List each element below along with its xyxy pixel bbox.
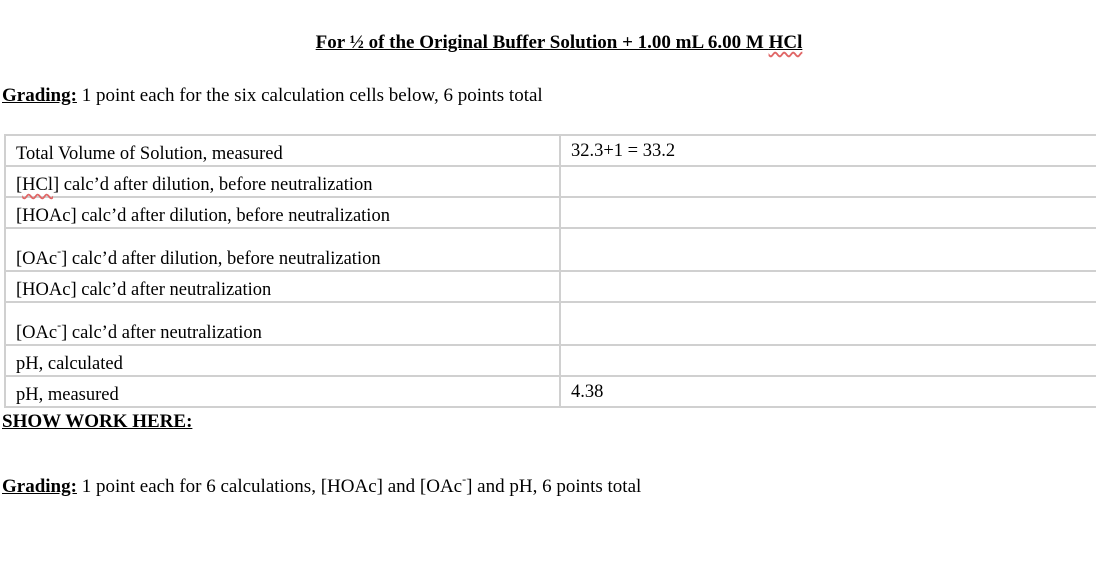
row-label-pre: [OAc [16,323,58,343]
title-hcl-spellcheck: HCl [768,32,803,53]
grading-note-bottom [2,472,642,498]
table-row [5,376,1096,407]
row-label: [HOAc] calc’d after neutralization [5,271,560,302]
bracket-open: [ [16,175,23,195]
page-title [0,32,1096,54]
row-label [5,166,560,197]
superscript: - [57,244,62,258]
row-label-post: ] calc’d after dilution, before neutralization [61,249,381,269]
grading-text-post: ] and pH, 6 points total [466,476,642,497]
row-value-cell[interactable] [560,302,1096,345]
table-row [5,302,1096,345]
row-label-rest: ] calc’d after dilution, before neutralization [53,175,373,195]
row-value-cell[interactable] [560,271,1096,302]
table-row [5,197,1096,228]
table-row [5,271,1096,302]
row-value-cell[interactable] [560,197,1096,228]
calculation-table [4,134,1096,408]
row-value-cell[interactable]: 4.38 [560,376,1096,407]
hcl-spellcheck: HCl [22,175,54,195]
superscript: - [57,318,62,332]
grading-note-top [2,85,543,107]
row-label: pH, measured [5,376,560,407]
show-work-heading: SHOW WORK HERE: [2,411,193,432]
row-value-cell[interactable] [560,345,1096,376]
row-value-cell[interactable] [560,166,1096,197]
table-row [5,166,1096,197]
table-row [5,345,1096,376]
row-label: pH, calculated [5,345,560,376]
row-value-cell[interactable]: 32.3+1 = 33.2 [560,135,1096,166]
row-label-post: ] calc’d after neutralization [61,323,262,343]
row-label: Total Volume of Solution, measured [5,135,560,166]
row-label [5,228,560,271]
row-label [5,302,560,345]
grading-text: 1 point each for the six calculation cells below, 6 points total [76,85,543,106]
table-row [5,228,1096,271]
grading-text-pre: 1 point each for 6 calculations, [HOAc] and [OAc [76,476,463,497]
grading-label: Grading: [2,85,77,106]
superscript: - [462,472,467,486]
title-text: For ½ of the Original Buffer Solution + 1.00 mL 6.00 M [315,32,769,53]
row-label: [HOAc] calc’d after dilution, before neutralization [5,197,560,228]
row-label-pre: [OAc [16,249,58,269]
grading-label: Grading: [2,476,77,497]
table-row [5,135,1096,166]
row-value-cell[interactable] [560,228,1096,271]
